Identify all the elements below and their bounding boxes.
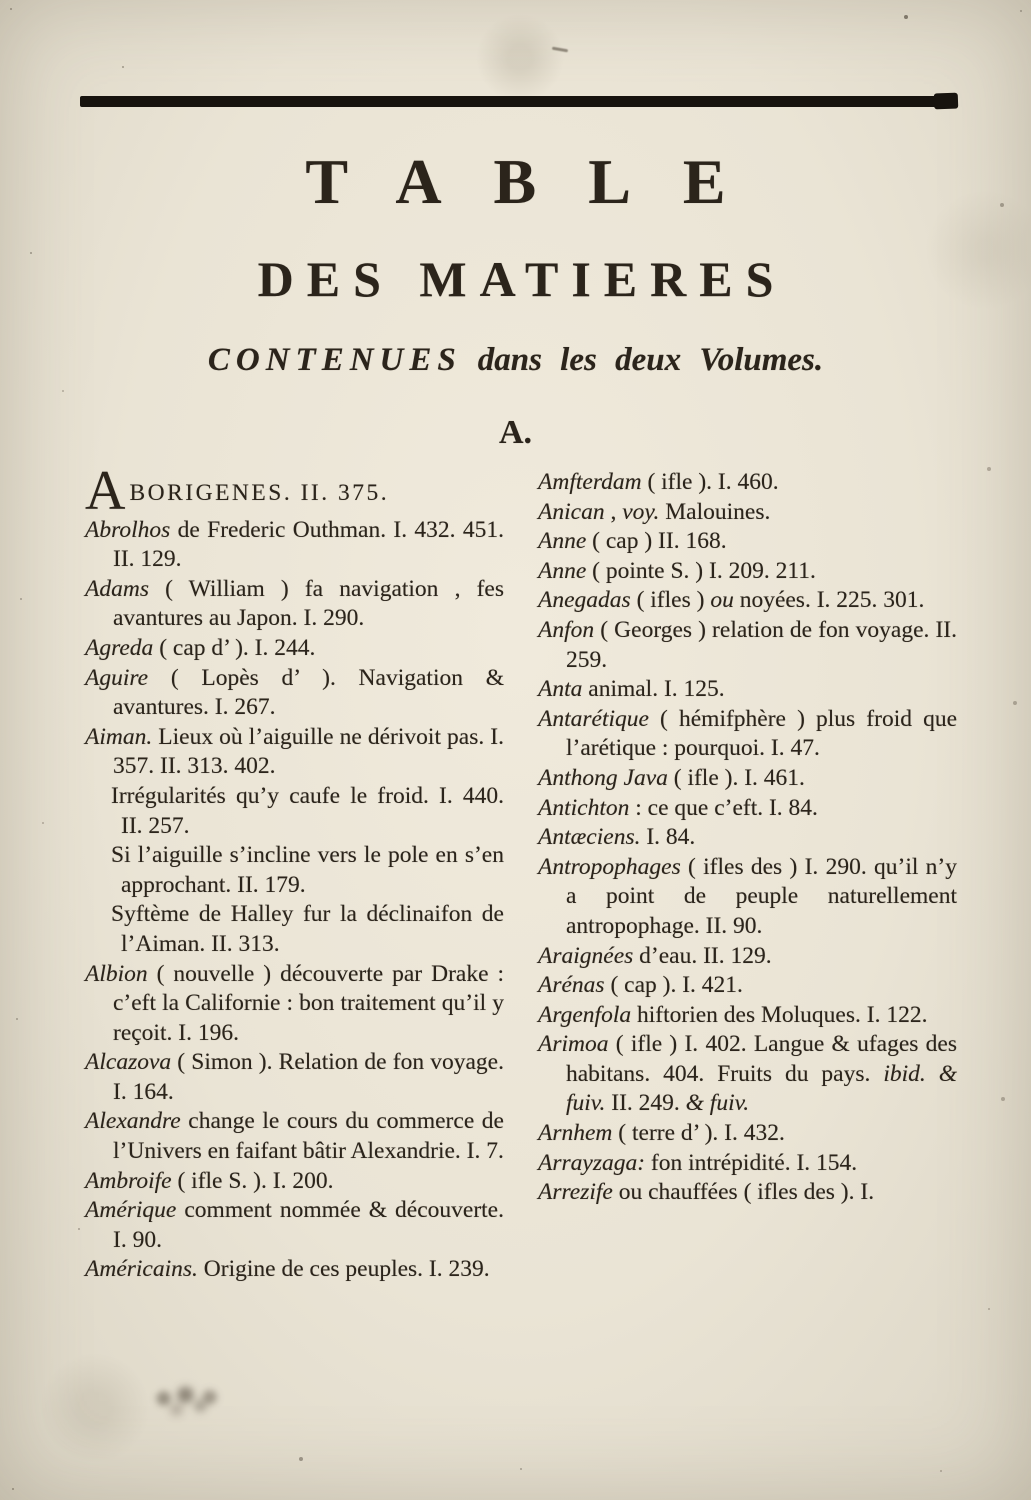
index-entry <box>538 1030 957 1119</box>
entry-text: de Frederic Outhman. I. 432. 451. II. 129. <box>113 516 504 573</box>
contents-line <box>0 342 1031 379</box>
page-subtitle: DES MATIERES <box>257 251 787 307</box>
entry-text: ( ifle ) I. 402. Langue & ufages des habitans. 404. Fruits du pays. <box>566 1031 957 1087</box>
entry-text: Syftème de Halley fur la déclinaifon de l’Aiman. II. 313. <box>111 901 504 957</box>
contents-word: CONTENUES <box>207 342 462 378</box>
entry-headword: Arénas <box>538 972 605 999</box>
index-entry <box>85 575 504 634</box>
entry-headword: Alexandre <box>85 1108 181 1135</box>
index-entry <box>538 823 957 853</box>
index-entry <box>85 1255 504 1285</box>
entry-headword: Anican <box>538 498 605 525</box>
entry-headword: Antropophages <box>538 853 681 880</box>
index-entry <box>538 586 957 616</box>
entry-headword: Abrolhos <box>85 516 171 543</box>
index-entry <box>85 841 504 900</box>
index-entry <box>85 460 504 522</box>
entry-text: ou chauffées ( ifles des ). I. <box>612 1179 875 1206</box>
entry-headword: Arimoa <box>538 1031 609 1058</box>
entry-headword: Anfon <box>538 616 595 643</box>
entry-text: I. 84. <box>640 824 696 851</box>
entry-headword: Antæciens. <box>538 824 641 851</box>
entry-headword: Adams <box>85 575 149 602</box>
entry-headword: Anne <box>538 528 587 555</box>
ink-smudge <box>152 1386 158 1392</box>
entry-headword: Anegadas <box>538 587 631 614</box>
drop-cap-letter: A <box>85 460 126 522</box>
index-entry <box>538 557 957 587</box>
index-entry <box>538 675 957 705</box>
entry-headword: Amfterdam <box>538 469 642 495</box>
index-entry <box>85 664 504 723</box>
index-entry <box>85 1196 504 1255</box>
entry-text: ( cap ). I. 421. <box>604 972 743 999</box>
entry-text: ( William ) fa navigation , fes avantures au Japon. I. 290. <box>113 575 504 632</box>
entry-text: ( Georges ) relation de fon voyage. II. 259. <box>566 616 957 673</box>
index-entry <box>85 634 504 664</box>
ink-dash <box>552 47 568 53</box>
index-entry <box>538 468 957 498</box>
entry-text: Origine de ces peuples. I. 239. <box>197 1256 490 1283</box>
entry-text: ( ifles des ) I. 290. qu’il n’y a point de peuple naturellement antropophage. II. 90. <box>566 853 957 939</box>
page-title: TABLE <box>305 146 778 217</box>
entry-headword: Aguire <box>85 664 149 691</box>
entry-text: noyées. I. 225. 301. <box>733 587 925 614</box>
entry-headword: ou <box>710 587 734 614</box>
entry-text: ( Simon ). Relation de fon voyage. I. 164. <box>113 1049 504 1105</box>
contents-rest: dans les deux Volumes. <box>477 342 824 378</box>
entry-headword: Argenfola <box>538 1001 632 1028</box>
entry-headword: Amérique <box>85 1197 177 1224</box>
entry-headword: Anta <box>538 676 583 703</box>
entry-headword: Antarétique <box>538 705 649 732</box>
entry-headword: voy. <box>622 498 660 525</box>
entry-text: fon intrépidité. I. 154. <box>645 1149 858 1176</box>
entry-text: BORIGENES. II. 375. <box>129 480 390 506</box>
entry-headword: Antichton <box>538 794 630 821</box>
entry-headword: ibid. & fuiv. <box>566 1060 957 1117</box>
entry-text: ( ifle ). I. 460. <box>641 469 779 495</box>
entry-text: ( nouvelle ) découverte par Drake : c’eft la Californie : bon traitement qu’il y reçoit. I. 196. <box>113 960 504 1046</box>
entry-text: Irrégularités qu’y caufe le froid. I. 440. II. 257. <box>111 782 504 839</box>
entry-text: II. 249. <box>605 1090 686 1117</box>
entry-headword: Anne <box>538 557 587 584</box>
entry-headword: Aiman. <box>85 723 153 750</box>
section-letter: A. <box>498 414 533 451</box>
entry-text: ( cap d’ ). I. 244. <box>153 634 316 661</box>
entry-text: ( ifle S. ). I. 200. <box>171 1167 334 1194</box>
right-column <box>538 468 957 1285</box>
entry-headword: Anthong Java <box>538 764 668 791</box>
entry-headword: Araignées <box>538 942 634 969</box>
index-entry <box>85 1107 504 1166</box>
entry-text: ( ifles ) <box>630 587 711 614</box>
top-rule <box>80 96 952 107</box>
index-entry <box>538 764 957 794</box>
index-entry <box>538 527 957 557</box>
index-entry <box>538 1149 957 1179</box>
entry-headword: Ambroife <box>85 1167 172 1194</box>
entry-text: Lieux où l’aiguille ne dérivoit pas. I. 357. II. 313. 402. <box>113 723 504 780</box>
index-entry <box>538 794 957 824</box>
index-entry <box>538 942 957 972</box>
index-entry <box>538 1001 957 1031</box>
index-entry <box>85 900 504 959</box>
entry-text: hiftorien des Moluques. I. 122. <box>631 1001 928 1028</box>
entry-headword: Albion <box>85 960 148 987</box>
index-entry <box>538 971 957 1001</box>
entry-text: ( ifle ). I. 461. <box>667 764 805 791</box>
entry-text: d’eau. II. 129. <box>633 942 772 969</box>
entry-text: ( terre d’ ). I. 432. <box>612 1120 785 1147</box>
index-entry <box>538 1178 957 1208</box>
entry-headword: Alcazova <box>85 1049 172 1076</box>
entry-text: , <box>604 498 623 525</box>
index-entry <box>85 960 504 1049</box>
paper-specks <box>0 0 2 2</box>
index-entry <box>538 616 957 675</box>
index-entry <box>85 782 504 841</box>
entry-text: ( hémifphère ) plus froid que l’arétique : pourquoi. I. 47. <box>566 705 957 762</box>
index-entry <box>85 516 504 575</box>
entry-text: ( Lopès d’ ). Navigation & avantures. I. 267. <box>113 664 504 721</box>
index-entry <box>85 1167 504 1197</box>
index-entry <box>538 705 957 764</box>
index-entry <box>538 853 957 942</box>
left-column <box>85 460 504 1285</box>
entry-text: animal. I. 125. <box>582 676 725 703</box>
entry-text: comment nommée & découverte. I. 90. <box>113 1197 504 1253</box>
entry-headword: Arrayzaga: <box>538 1149 646 1176</box>
entry-text: Si l’aiguille s’incline vers le pole en s’en approchant. II. 179. <box>111 842 504 898</box>
entry-text: change le cours du commerce de l’Univers en faifant bâtir Alexandrie. I. 7. <box>113 1108 504 1165</box>
entry-headword: Agreda <box>85 634 154 661</box>
entry-headword: & fuiv. <box>685 1090 750 1117</box>
index-entry <box>538 1119 957 1149</box>
entry-text: : ce que c’eft. I. 84. <box>629 794 818 821</box>
entry-headword: Arrezife <box>538 1179 613 1206</box>
entry-headword: Arnhem <box>538 1120 613 1147</box>
entry-headword: Américains. <box>85 1256 198 1283</box>
index-entry <box>85 723 504 782</box>
index-entry <box>538 498 957 528</box>
entry-text: ( cap ) II. 168. <box>586 528 727 555</box>
entry-text: Malouines. <box>659 498 771 525</box>
entry-text: ( pointe S. ) I. 209. 211. <box>586 557 816 584</box>
index-columns <box>85 460 957 1285</box>
index-entry <box>85 1048 504 1107</box>
